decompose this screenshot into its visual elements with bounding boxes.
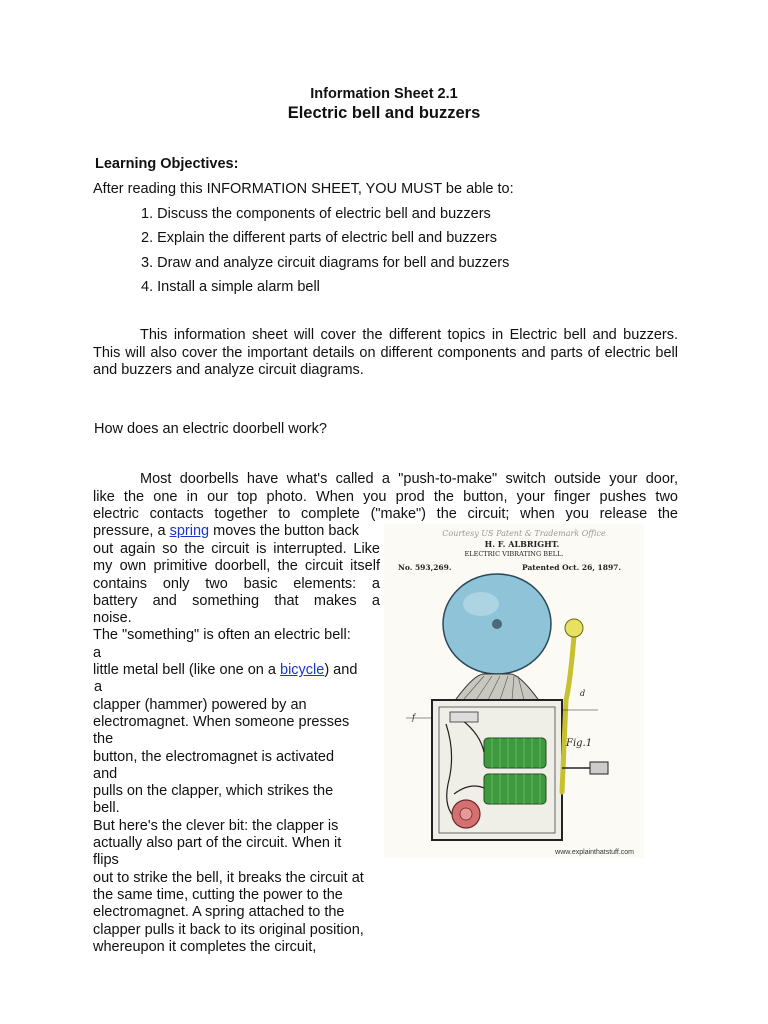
section-question: How does an electric doorbell work?: [94, 421, 327, 437]
coil-icon: [484, 738, 546, 768]
sheet-number: Information Sheet 2.1: [310, 86, 458, 102]
push-button-center: [460, 808, 472, 820]
patented-date-text: Patented Oct. 26, 1897.: [522, 563, 622, 572]
body-line: electric contacts together to complete ("make") the circuit; when you release the: [93, 506, 678, 523]
part-letter: f: [412, 713, 415, 722]
body-line: clapper pulls it back to its original position,: [93, 921, 364, 938]
body-text: little metal bell (like one on a: [93, 662, 276, 679]
courtesy-text: Courtesy US Patent & Trademark Office: [442, 529, 606, 538]
spring-link[interactable]: spring: [169, 523, 210, 539]
body-line: pulls on the clapper, which strikes the: [93, 783, 334, 800]
body-line: out to strike the bell, it breaks the circuit at: [93, 869, 364, 886]
body-line: button, the electromagnet is activated: [93, 748, 335, 765]
bell-stand: [454, 674, 540, 702]
patent-number-text: No. 593,269.: [398, 563, 452, 572]
body-line: noise.: [93, 610, 132, 627]
objective-item: 1. Discuss the components of electric bell and buzzers: [141, 206, 491, 222]
body-line: The "something" is often an electric bell:: [93, 627, 351, 644]
objective-item: 2. Explain the different parts of electric bell and buzzers: [141, 230, 497, 247]
objectives-heading: Learning Objectives:: [95, 156, 239, 172]
objectives-list: [141, 205, 509, 302]
body-line: the: [93, 731, 114, 748]
body-line-bicycle: [93, 662, 380, 679]
part-letter: d: [580, 689, 586, 698]
device-text: ELECTRIC VIBRATING BELL.: [464, 550, 564, 558]
bell-illustration: [384, 524, 644, 858]
objective-item: 4. Install a simple alarm bell: [141, 278, 320, 295]
body-line: whereupon it completes the circuit,: [93, 938, 317, 955]
inventor-text: H. F. ALBRIGHT.: [484, 539, 560, 549]
objective-item: 3. Draw and analyze circuit diagrams for bell and buzzers: [141, 254, 510, 271]
body-line: the same time, cutting the power to the: [93, 886, 343, 903]
body-line: a: [93, 644, 102, 661]
page-title: Electric bell and buzzers: [287, 104, 481, 122]
body-line: my own primitive doorbell, the circuit itself: [93, 558, 380, 575]
terminal-block: [450, 712, 478, 722]
bell-screw-icon: [492, 619, 502, 629]
body-line: electromagnet. When someone presses: [93, 713, 350, 730]
body-line: Most doorbells have what's called a "push-to-make" switch outside your door,: [140, 471, 678, 487]
credit-text: www.explainthatstuff.com: [555, 849, 634, 856]
body-line: and: [93, 765, 118, 782]
body-line: contains only two basic elements: a: [93, 575, 380, 592]
body-paragraph-wide: [93, 471, 678, 524]
body-text: pressure, a: [93, 523, 166, 539]
body-line: bell.: [93, 800, 120, 817]
coil-icon: [484, 774, 546, 804]
figure-label: Fig.1: [566, 738, 593, 749]
body-line: out again so the circuit is interrupted. Like: [93, 541, 380, 557]
body-line: battery and something that makes a: [93, 592, 380, 609]
adjusting-screw-icon: [590, 762, 608, 774]
objectives-intro: After reading this INFORMATION SHEET, YOU MUST be able to:: [93, 181, 514, 197]
body-line: clapper (hammer) powered by an: [93, 696, 307, 713]
patent-figure: [384, 524, 644, 858]
body-line: flips: [93, 852, 119, 869]
body-line: But here's the clever bit: the clapper is: [93, 817, 339, 834]
body-text: ) and: [324, 662, 358, 679]
clapper-hammer-icon: [565, 619, 583, 637]
body-line: electromagnet. A spring attached to the: [93, 904, 345, 921]
bell-highlight: [463, 592, 499, 616]
body-line: a: [94, 679, 103, 696]
body-line: actually also part of the circuit. When it: [93, 835, 342, 852]
body-line-spring: [93, 523, 380, 540]
intro-paragraph: This information sheet will cover the different topics in Electric bell and buzzers. This will also cover the important details on different components and parts of electric bell and buzzers and analyze circuit diagrams.: [93, 327, 678, 379]
body-line: like the one in our top photo. When you prod the button, your finger pushes two: [93, 488, 678, 505]
body-column: [93, 541, 380, 956]
bicycle-link[interactable]: bicycle: [280, 662, 325, 679]
body-text: moves the button back: [213, 523, 360, 539]
